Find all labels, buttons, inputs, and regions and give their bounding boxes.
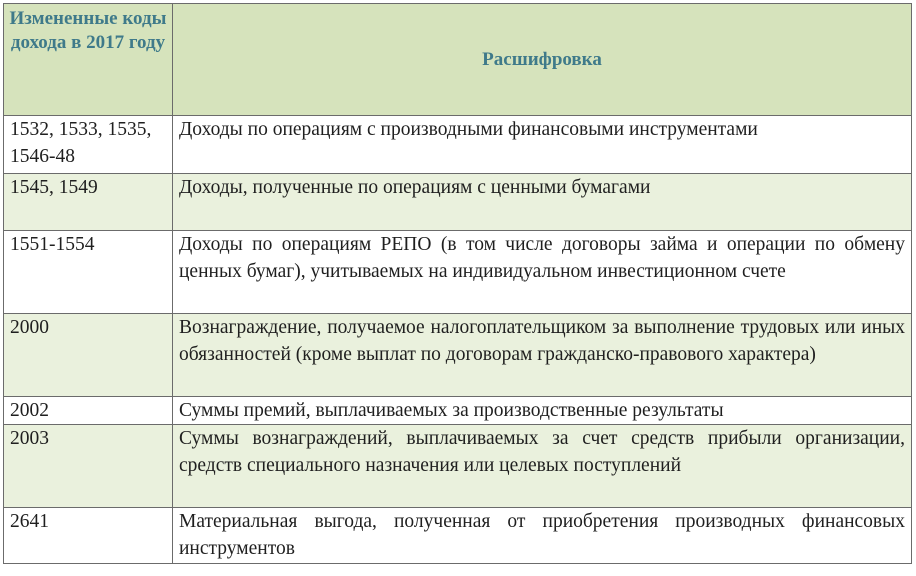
table-row [4, 116, 912, 174]
table-row [4, 314, 912, 397]
table-row [4, 174, 912, 231]
code-cell: 2003 [4, 425, 173, 508]
table-row [4, 231, 912, 314]
code-cell: 2000 [4, 314, 173, 397]
code-cell: 2002 [4, 397, 173, 425]
description-cell: Доходы, полученные по операциям с ценными бумагами [173, 174, 912, 231]
table-row [4, 425, 912, 508]
header-row [4, 4, 912, 116]
code-cell: 1532, 1533, 1535, 1546-48 [4, 116, 173, 174]
description-cell: Доходы по операциям РЕПО (в том числе договоры займа и операции по обмену ценных бумаг), учитываемых на индивидуальном инвестиционном счете [173, 231, 912, 314]
header-codes: Измененные коды дохода в 2017 году [4, 4, 173, 116]
description-cell: Материальная выгода, полученная от приобретения производных финансовых инструментов [173, 508, 912, 564]
description-cell: Вознаграждение, получаемое налогоплательщиком за выполнение трудовых или иных обязанностей (кроме выплат по договорам гражданско-правового характера) [173, 314, 912, 397]
table-row [4, 508, 912, 564]
income-codes-table [3, 3, 912, 564]
description-cell: Доходы по операциям с производными финансовыми инструментами [173, 116, 912, 174]
code-cell: 1545, 1549 [4, 174, 173, 231]
code-cell: 2641 [4, 508, 173, 564]
description-cell: Суммы премий, выплачиваемых за производственные результаты [173, 397, 912, 425]
description-cell: Суммы вознаграждений, выплачиваемых за счет средств прибыли организации, средств специального назначения или целевых поступлений [173, 425, 912, 508]
code-cell: 1551-1554 [4, 231, 173, 314]
table-row [4, 397, 912, 425]
header-description: Расшифровка [173, 4, 912, 116]
